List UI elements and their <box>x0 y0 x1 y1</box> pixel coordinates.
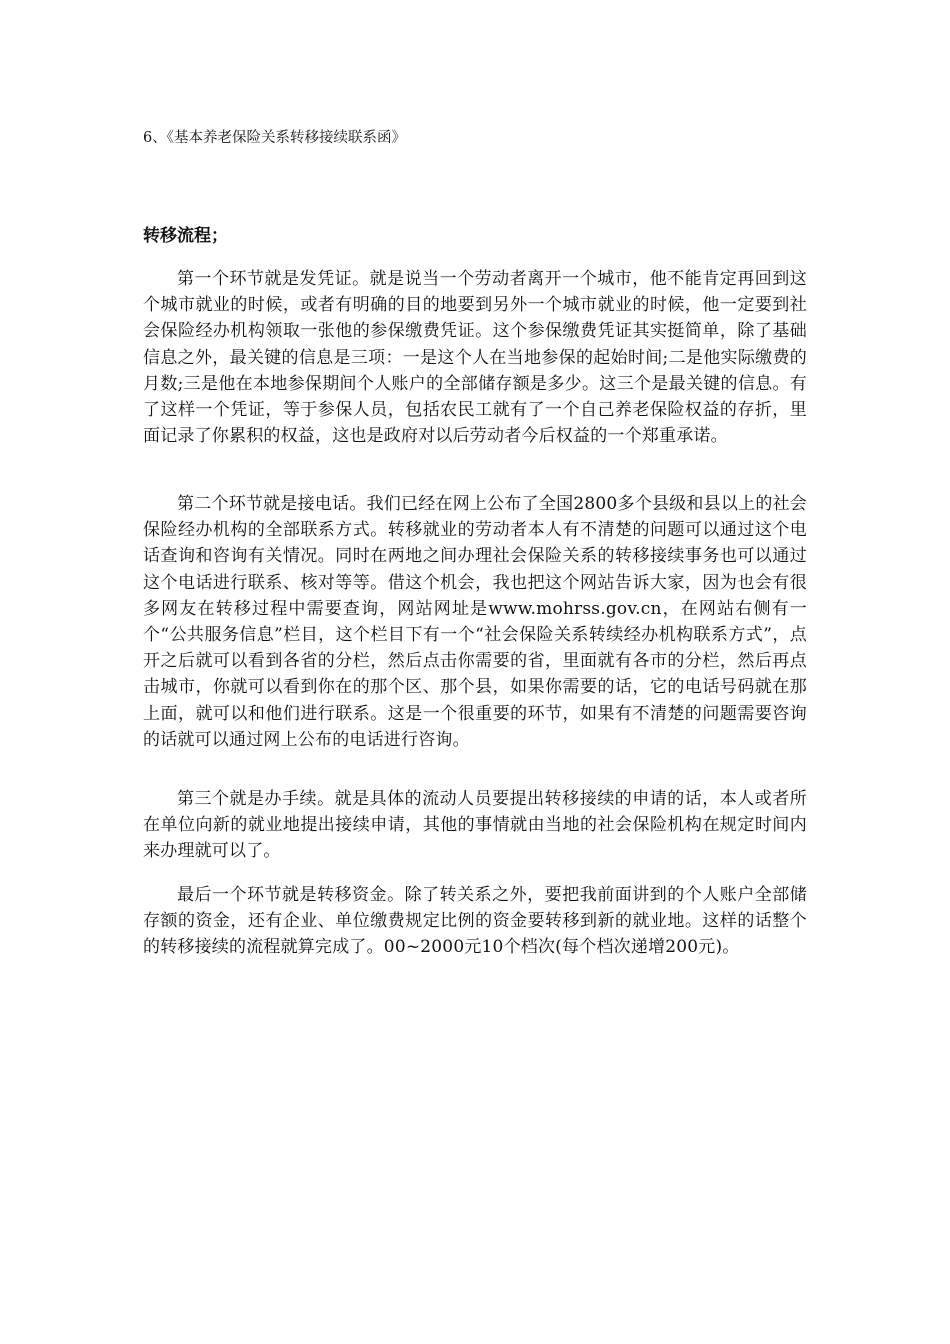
paragraph-phone-contact: 第二个环节就是接电话。我们已经在网上公布了全国2800多个县级和县以上的社会保险经办机构的全部联系方式。转移就业的劳动者本人有不清楚的问题可以通过这个电话查询和咨询有关情况。同时在两地之间办理社会保险关系的转移接续事务也可以通过这个电话进行联系、核对等等。借这个机会，我也把这个网站告诉大家，因为也会有很多网友在转移过程中需要查询，网站网址是www.mohrss.gov.cn，在网站右侧有一个“公共服务信息”栏目，这个栏目下有一个“社会保险关系转续经办机构联系方式”，点开之后就可以看到各省的分栏，然后点击你需要的省，里面就有各市的分栏，然后再点击城市，你就可以看到你在的那个区、那个县，如果你需要的话，它的电话号码就在那上面，就可以和他们进行联系。这是一个很重要的环节，如果有不清楚的问题需要咨询的话就可以通过网上公布的电话进行咨询。 <box>143 494 807 750</box>
paragraph-fund-transfer: 最后一个环节就是转移资金。除了转关系之外，要把我前面讲到的个人账户全部储存额的资金，还有企业、单位缴费规定比例的资金要转移到新的就业地。这样的话整个的转移接续的流程就算完成了。00~2000元10个档次(每个档次递增200元)。 <box>143 885 807 958</box>
section-heading: 转移流程； <box>143 226 228 246</box>
attachment-item-6: 6、《基本养老保险关系转移接续联系函》 <box>143 130 406 146</box>
paragraph-procedures: 第三个就是办手续。就是具体的流动人员要提出转移接续的申请的话，本人或者所在单位向新的就业地提出接续申请，其他的事情就由当地的社会保险机构在规定时间内来办理就可以了。 <box>143 789 807 862</box>
paragraph-issue-certificate: 第一个环节就是发凭证。就是说当一个劳动者离开一个城市，他不能肯定再回到这个城市就业的时候，或者有明确的目的地要到另外一个城市就业的时候，他一定要到社会保险经办机构领取一张他的参保缴费凭证。这个参保缴费凭证其实挺简单，除了基础信息之外，最关键的信息是三项：一是这个人在当地参保的起始时间;二是他实际缴费的月数;三是他在本地参保期间个人账户的全部储存额是多少。这三个是最关键的信息。有了这样一个凭证，等于参保人员，包括农民工就有了一个自己养老保险权益的存折，里面记录了你累积的权益，这也是政府对以后劳动者今后权益的一个郑重承诺。 <box>143 269 807 447</box>
